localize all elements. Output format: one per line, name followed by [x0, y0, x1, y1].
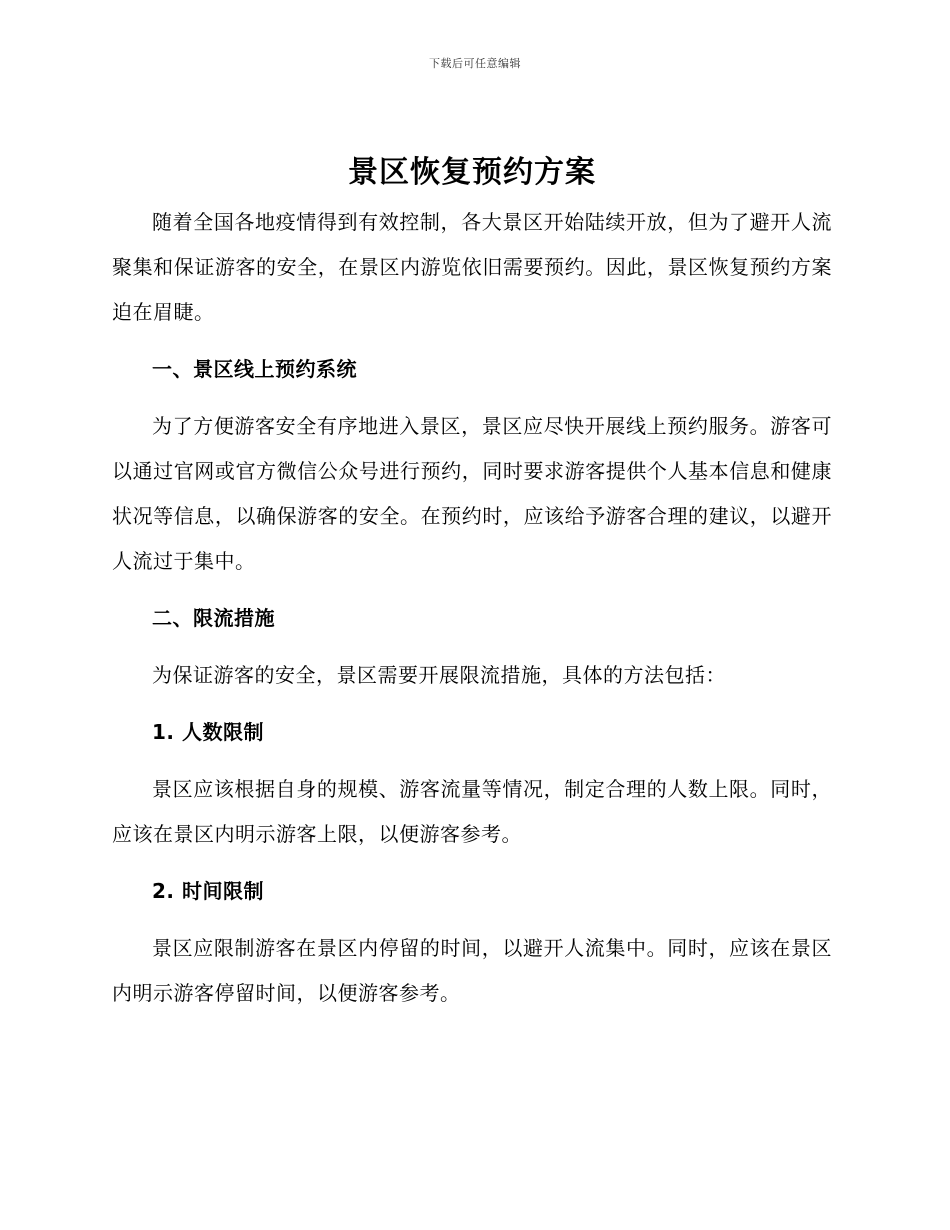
intro-paragraph: 随着全国各地疫情得到有效控制，各大景区开始陆续开放，但为了避开人流聚集和保证游客的安全，在景区内游览依旧需要预约。因此，景区恢复预约方案迫在眉睫。	[112, 210, 832, 324]
section-heading-online-booking: 一、景区线上预约系统	[152, 357, 357, 381]
section-heading-headcount-limit: 1. 人数限制	[152, 720, 264, 744]
section-body-headcount-limit: 景区应该根据自身的规模、游客流量等情况，制定合理的人数上限。同时，应该在景区内明示游客上限，以便游客参考。	[112, 777, 832, 846]
document-body	[112, 150, 832, 1016]
section-heading-flow-limit: 二、限流措施	[152, 606, 275, 630]
section-heading-time-limit: 2. 时间限制	[152, 879, 264, 903]
section-body-time-limit: 景区应限制游客在景区内停留的时间，以避开人流集中。同时，应该在景区内明示游客停留时间，以便游客参考。	[112, 936, 832, 1005]
section-body-online-booking: 为了方便游客安全有序地进入景区，景区应尽快开展线上预约服务。游客可以通过官网或官方微信公众号进行预约，同时要求游客提供个人基本信息和健康状况等信息，以确保游客的安全。在预约时，应该给予游客合理的建议，以避开人流过于集中。	[112, 414, 832, 573]
section-body-flow-limit: 为保证游客的安全，景区需要开展限流措施，具体的方法包括：	[152, 663, 726, 687]
document-title: 景区恢复预约方案	[348, 155, 596, 190]
page-header-note: 下载后可任意编辑	[429, 57, 521, 70]
